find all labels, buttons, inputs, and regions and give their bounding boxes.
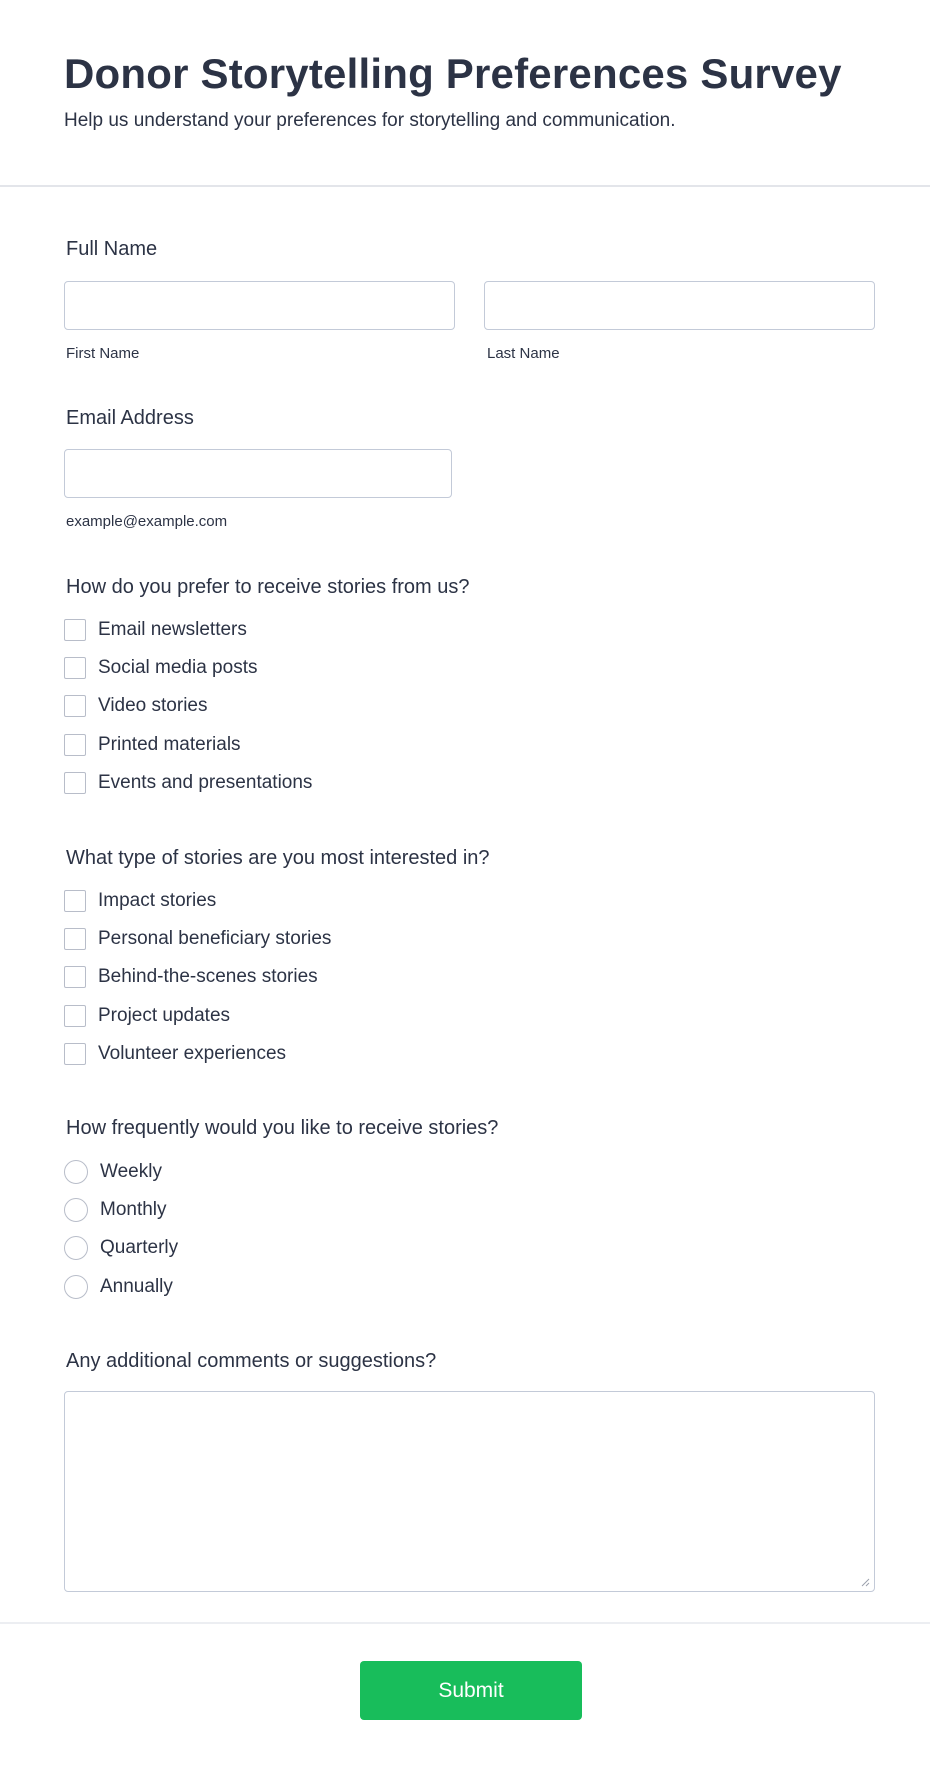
option-label: Behind-the-scenes stories (98, 966, 318, 987)
option-label: Social media posts (98, 657, 258, 678)
checkbox[interactable] (64, 619, 86, 641)
radio-button[interactable] (64, 1160, 88, 1184)
form-header (0, 0, 930, 187)
checkbox[interactable] (64, 772, 86, 794)
page-subtitle: Help us understand your preferences for storytelling and communication. (64, 110, 676, 131)
option-label: Annually (100, 1276, 173, 1297)
resize-handle-icon[interactable] (860, 1577, 870, 1587)
receive-option[interactable] (64, 770, 312, 796)
option-label: Monthly (100, 1199, 167, 1220)
receive-option[interactable] (64, 732, 241, 758)
last-name-input[interactable] (484, 281, 875, 330)
checkbox[interactable] (64, 734, 86, 756)
story-type-option[interactable] (64, 1041, 286, 1067)
receive-option[interactable] (64, 655, 257, 681)
checkbox[interactable] (64, 657, 86, 679)
checkbox[interactable] (64, 928, 86, 950)
option-label: Video stories (98, 695, 208, 716)
email-input[interactable] (64, 449, 452, 498)
option-label: Weekly (100, 1161, 162, 1182)
story-type-option[interactable] (64, 1003, 230, 1029)
option-label: Personal beneficiary stories (98, 928, 332, 949)
full-name-label: Full Name (66, 238, 158, 260)
page-title: Donor Storytelling Preferences Survey (64, 50, 842, 97)
footer-divider (0, 1622, 930, 1624)
comments-question: Any additional comments or suggestions? (66, 1350, 437, 1372)
receive-option[interactable] (64, 617, 247, 643)
receive-option[interactable] (64, 693, 208, 719)
checkbox[interactable] (64, 1043, 86, 1065)
email-label: Email Address (66, 407, 194, 429)
receive-question: How do you prefer to receive stories from us? (66, 576, 470, 598)
option-label: Email newsletters (98, 619, 247, 640)
option-label: Project updates (98, 1005, 231, 1026)
frequency-option[interactable] (64, 1235, 178, 1261)
comments-textarea[interactable] (64, 1391, 875, 1592)
radio-button[interactable] (64, 1236, 88, 1260)
story-type-option[interactable] (64, 888, 216, 914)
first-name-input[interactable] (64, 281, 455, 330)
checkbox[interactable] (64, 695, 86, 717)
option-label: Volunteer experiences (98, 1043, 287, 1064)
checkbox[interactable] (64, 1005, 86, 1027)
option-label: Events and presentations (98, 772, 313, 793)
email-sublabel: example@example.com (66, 513, 228, 530)
frequency-question: How frequently would you like to receive stories? (66, 1117, 499, 1139)
frequency-option[interactable] (64, 1197, 167, 1223)
checkbox[interactable] (64, 966, 86, 988)
option-label: Impact stories (98, 890, 217, 911)
submit-button[interactable]: Submit (360, 1661, 582, 1720)
radio-button[interactable] (64, 1198, 88, 1222)
last-name-sublabel: Last Name (487, 345, 560, 362)
first-name-sublabel: First Name (66, 345, 140, 362)
frequency-option[interactable] (64, 1274, 173, 1300)
story-types-question: What type of stories are you most interested in? (66, 847, 490, 869)
radio-button[interactable] (64, 1275, 88, 1299)
frequency-option[interactable] (64, 1159, 162, 1185)
checkbox[interactable] (64, 890, 86, 912)
story-type-option[interactable] (64, 926, 331, 952)
option-label: Printed materials (98, 734, 241, 755)
option-label: Quarterly (100, 1237, 179, 1258)
story-type-option[interactable] (64, 964, 318, 990)
